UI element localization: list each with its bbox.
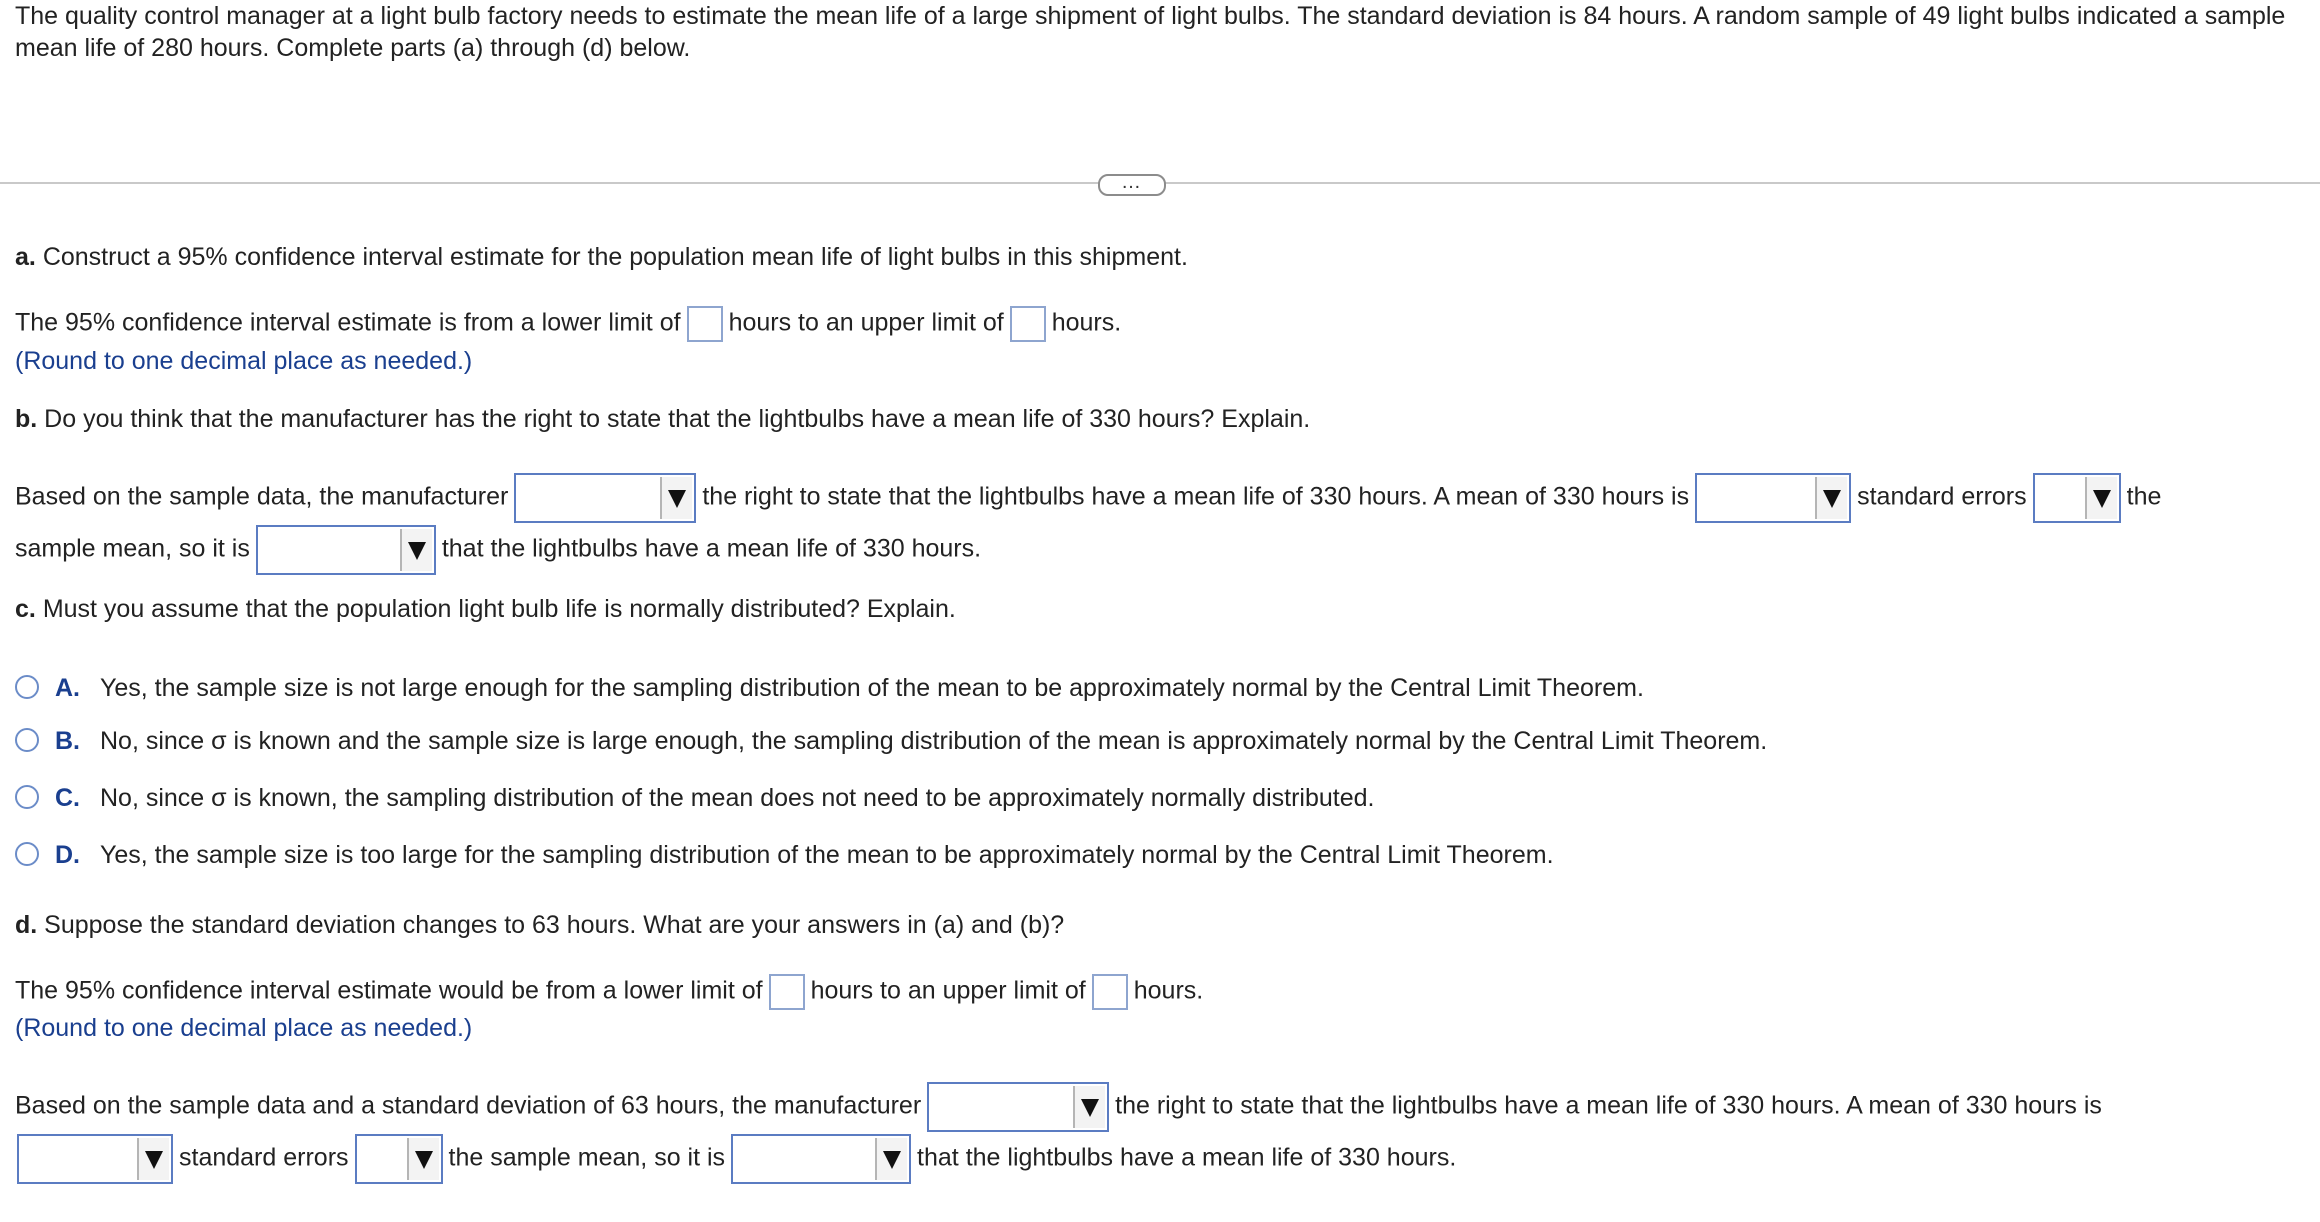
part-d-text6: standard errors [179, 1143, 349, 1172]
part-b-text4: the [2126, 482, 2162, 511]
part-c-label: c. [15, 595, 36, 623]
part-b-text6: that the lightbulbs have a mean life of 330 hours. [441, 534, 982, 563]
option-d[interactable] [15, 840, 1554, 870]
option-c-letter: C. [55, 784, 80, 812]
part-d-lower-limit-input[interactable] [769, 974, 805, 1010]
chevron-down-icon [400, 529, 432, 571]
part-b-direction-dropdown[interactable] [2033, 473, 2121, 523]
part-d-text7: the sample mean, so it is [448, 1143, 726, 1172]
option-a-letter: A. [55, 674, 80, 702]
part-b-text5: sample mean, so it is [15, 534, 250, 563]
part-d-likelihood-dropdown[interactable] [731, 1134, 911, 1184]
option-a-text: Yes, the sample size is not large enough for the sampling distribution of the mean to be approximately normal by the Central Limit Theorem. [100, 674, 1644, 702]
part-d-text2: hours to an upper limit of [810, 976, 1086, 1005]
option-d-text: Yes, the sample size is too large for the sampling distribution of the mean to be approximately normal by the Central Limit Theorem. [100, 841, 1554, 869]
problem-intro: The quality control manager at a light bulb factory needs to estimate the mean life of a large shipment of light bulbs. The standard deviation is 84 hours. A random sample of 49 light bulbs indicated a sample mean life of 280 hours. Complete parts (a) through (d) below. [15, 2, 2286, 62]
radio-button-icon[interactable] [15, 728, 39, 752]
part-a-lower-limit-input[interactable] [687, 306, 723, 342]
part-b-label: b. [15, 405, 38, 433]
radio-button-icon[interactable] [15, 842, 39, 866]
part-a-answer-line [15, 306, 1121, 342]
part-a-text1: The 95% confidence interval estimate is from a lower limit of [15, 308, 681, 337]
part-d-direction-dropdown[interactable] [355, 1134, 443, 1184]
part-d-text1: The 95% confidence interval estimate would be from a lower limit of [15, 976, 763, 1005]
part-a-question [15, 242, 1188, 272]
option-b[interactable] [15, 726, 1767, 756]
option-a[interactable] [15, 673, 1644, 703]
chevron-down-icon [660, 477, 692, 519]
part-a-round-note: (Round to one decimal place as needed.) [15, 347, 473, 375]
chevron-down-icon [137, 1138, 169, 1180]
radio-button-icon[interactable] [15, 675, 39, 699]
chevron-down-icon [407, 1138, 439, 1180]
part-d-answer-line [15, 974, 1203, 1010]
option-c-text: No, since σ is known, the sampling distribution of the mean does not need to be approximately normally distributed. [100, 784, 1375, 812]
part-b-question [15, 404, 1310, 434]
part-b-likelihood-dropdown[interactable] [256, 525, 436, 575]
part-a-question-text: Construct a 95% confidence interval estimate for the population mean life of light bulbs in this shipment. [42, 243, 1188, 271]
part-a-label: a. [15, 243, 36, 271]
part-d-text4: Based on the sample data and a standard deviation of 63 hours, the manufacturer [15, 1091, 922, 1120]
part-d-question [15, 910, 1064, 940]
part-d-answer-line3 [15, 1134, 1456, 1184]
part-b-answer-line1 [15, 473, 2161, 523]
part-a-text3: hours. [1051, 308, 1122, 337]
part-b-text2: the right to state that the lightbulbs have a mean life of 330 hours. A mean of 330 hours is [702, 482, 1690, 511]
part-a-text2: hours to an upper limit of [728, 308, 1004, 337]
part-a-upper-limit-input[interactable] [1010, 306, 1046, 342]
option-d-letter: D. [55, 841, 80, 869]
part-d-upper-limit-input[interactable] [1092, 974, 1128, 1010]
part-d-label: d. [15, 911, 38, 939]
part-b-answer-line2 [15, 525, 981, 575]
radio-button-icon[interactable] [15, 785, 39, 809]
option-c[interactable] [15, 783, 1374, 813]
part-d-text3: hours. [1133, 976, 1204, 1005]
part-d-manufacturer-dropdown[interactable] [927, 1082, 1109, 1132]
part-d-text8: that the lightbulbs have a mean life of 330 hours. [917, 1143, 1457, 1172]
chevron-down-icon [1815, 477, 1847, 519]
part-d-answer-line2 [15, 1082, 2102, 1132]
part-b-question-text: Do you think that the manufacturer has the right to state that the lightbulbs have a mean life of 330 hours? Explain. [44, 405, 1311, 433]
option-b-text: No, since σ is known and the sample size is large enough, the sampling distribution of the mean is approximately normal by the Central Limit Theorem. [100, 727, 1768, 755]
more-button[interactable]: … [1098, 174, 1166, 196]
part-d-question-text: Suppose the standard deviation changes to 63 hours. What are your answers in (a) and (b)? [44, 911, 1065, 939]
part-d-round-note: (Round to one decimal place as needed.) [15, 1014, 473, 1042]
chevron-down-icon [1073, 1086, 1105, 1128]
chevron-down-icon [2085, 477, 2117, 519]
part-d-std-errors-count-dropdown[interactable] [17, 1134, 173, 1184]
chevron-down-icon [875, 1138, 907, 1180]
option-b-letter: B. [55, 727, 80, 755]
part-c-question-text: Must you assume that the population light bulb life is normally distributed? Explain. [42, 595, 956, 623]
part-d-text5: the right to state that the lightbulbs have a mean life of 330 hours. A mean of 330 hours is [1115, 1091, 2102, 1120]
part-b-text1: Based on the sample data, the manufacturer [15, 482, 509, 511]
part-b-manufacturer-dropdown[interactable] [514, 473, 696, 523]
part-b-std-errors-count-dropdown[interactable] [1695, 473, 1851, 523]
part-b-text3: standard errors [1857, 482, 2027, 511]
part-c-question [15, 594, 956, 624]
